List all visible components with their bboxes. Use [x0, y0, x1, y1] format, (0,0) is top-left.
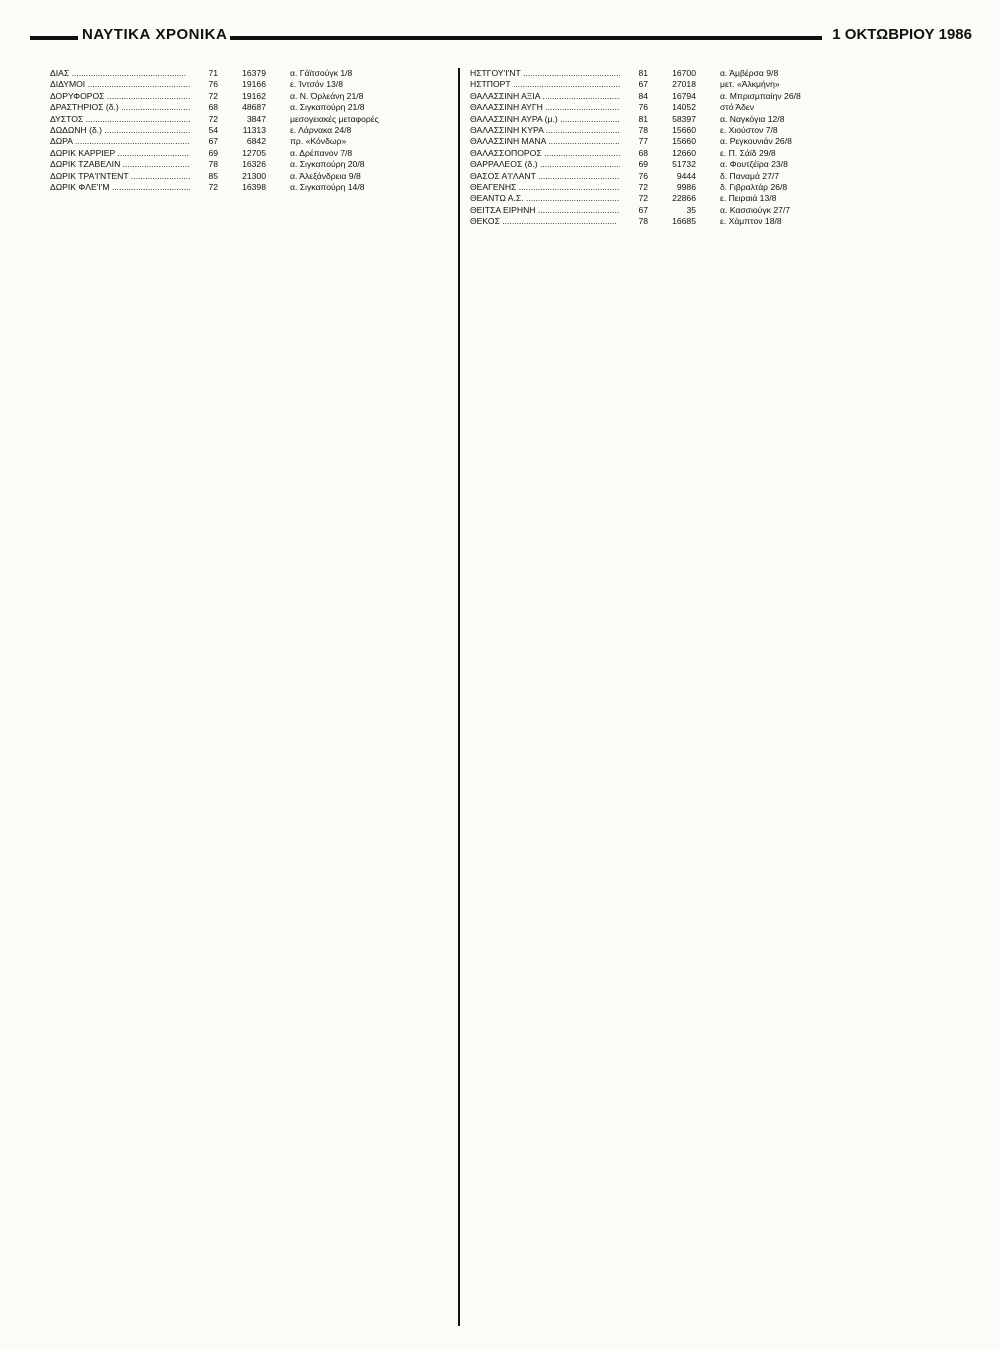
tonnage: 27018: [672, 79, 696, 90]
ship-row: [470, 102, 975, 113]
tonnage: 16379: [242, 68, 266, 78]
tonnage: 3847: [246, 113, 266, 124]
ship-name: ΔΩΡΙΚ ΚΑΡΡΙΕΡ .....: [50, 148, 190, 159]
ship-name: ΔΩΔΩΝΗ (δ.) .....: [50, 125, 190, 136]
ship-name: ΘΑΣΟΣ Α'Ι'ΛΑΝΤ .....: [470, 171, 620, 182]
location: α. Δρέπανον 7/8: [290, 147, 353, 158]
ship-row: [50, 125, 460, 136]
build-year: 72: [638, 193, 648, 204]
ship-row: [470, 216, 975, 227]
issue-date: 1 ΟΚΤΩΒΡΙΟΥ 1986: [832, 26, 972, 43]
build-year: 72: [208, 113, 218, 124]
ship-name: ΔΙΑΣ .....: [50, 68, 190, 79]
location: α. Άλεξάνδρεια 9/8: [290, 170, 361, 181]
ship-row: [470, 125, 975, 136]
tonnage: 9444: [676, 170, 696, 181]
location: πρ. «Κόνδωρ»: [290, 136, 347, 147]
location: στό Άδεν: [720, 102, 755, 113]
masthead-rule-left: [30, 36, 78, 40]
location: α. Φουτζέϊρα 23/8: [720, 159, 788, 170]
ship-name: ΔΙΔΥΜΟΙ .....: [50, 79, 190, 90]
location: ε. Πειραιά 13/8: [720, 193, 777, 204]
build-year: 72: [208, 90, 218, 101]
ship-name: ΘΑΛΑΣΣΙΝΗ ΚΥΡΑ .....: [470, 125, 620, 136]
ship-name: ΗΣΤΠΟΡΤ .....: [470, 79, 620, 90]
ship-name: ΘΑΛΑΣΣΙΝΗ ΑΥΡΑ (μ.) .....: [470, 114, 620, 125]
build-year: 85: [208, 170, 218, 181]
ship-row: [470, 148, 975, 159]
location: α. Σιγκαπούρη 14/8: [290, 181, 365, 192]
ship-row: [50, 102, 460, 113]
location: α. Ναγκόγια 12/8: [720, 113, 785, 124]
build-year: 67: [638, 79, 648, 90]
ship-row: [50, 182, 460, 193]
location: α. Άμβέρσα 9/8: [720, 68, 779, 78]
build-year: 76: [638, 170, 648, 181]
ship-row: [470, 182, 975, 193]
tonnage: 16398: [242, 181, 266, 192]
ship-name: ΘΑΡΡΑΛΕΟΣ (δ.) .....: [470, 159, 620, 170]
build-year: 54: [208, 124, 218, 135]
ship-row: [470, 136, 975, 147]
location: α. Ρεγκουνιάν 26/8: [720, 136, 792, 147]
build-year: 78: [208, 159, 218, 170]
tonnage: 15660: [672, 136, 696, 147]
ship-name: ΔΟΡΥΦΟΡΟΣ .....: [50, 91, 190, 102]
location: ε. Π. Σάϊδ 29/8: [720, 147, 776, 158]
build-year: 81: [638, 68, 648, 78]
right-column: [470, 68, 975, 257]
tonnage: 48687: [242, 102, 266, 113]
location: μεσογειακές μεταφορές: [290, 113, 379, 124]
ship-name: ΔΩΡΙΚ ΤΡΑ'Ι'ΝΤΕΝΤ .....: [50, 171, 190, 182]
ship-row: [50, 159, 460, 170]
tonnage: 19162: [242, 90, 266, 101]
ship-group: [50, 68, 460, 193]
location: α. Σιγκαπούρη 21/8: [290, 102, 365, 113]
build-year: 84: [638, 90, 648, 101]
build-year: 68: [638, 147, 648, 158]
tonnage: 14052: [672, 102, 696, 113]
ship-group: [470, 68, 975, 227]
location: α. Σιγκαπούρη 20/8: [290, 159, 365, 170]
ship-name: ΘΑΛΑΣΣΙΝΗ ΜΑΝΑ .....: [470, 136, 620, 147]
build-year: 69: [638, 159, 648, 170]
tonnage: 16700: [672, 68, 696, 78]
masthead: [30, 26, 972, 48]
location: ε. Λάρνακα 24/8: [290, 124, 352, 135]
tonnage: 22866: [672, 193, 696, 204]
ship-row: [470, 193, 975, 204]
ship-row: [50, 114, 460, 125]
tonnage: 12660: [672, 147, 696, 158]
location: ε. Χάμπτον 18/8: [720, 216, 782, 227]
build-year: 78: [638, 216, 648, 227]
build-year: 69: [208, 147, 218, 158]
tonnage: 16685: [672, 216, 696, 227]
location: δ. Παναμά 27/7: [720, 170, 780, 181]
location: δ. Γιβραλτάρ 26/8: [720, 181, 788, 192]
location: ε. Χιούστον 7/8: [720, 124, 778, 135]
ship-row: [470, 159, 975, 170]
ship-name: ΘΑΛΑΣΣΙΝΗ ΑΥΓΗ .....: [470, 102, 620, 113]
ship-row: [470, 205, 975, 216]
location: ε. Ίντσόν 13/8: [290, 79, 343, 90]
tonnage: 21300: [242, 170, 266, 181]
ship-name: ΔΩΡΑ .....: [50, 136, 190, 147]
tonnage: 16326: [242, 159, 266, 170]
ship-row: [470, 171, 975, 182]
ship-name: ΘΕΑΝΤΩ Α.Σ. .....: [470, 193, 620, 204]
ship-row: [50, 136, 460, 147]
ship-row: [50, 171, 460, 182]
ship-row: [50, 79, 460, 90]
tonnage: 9986: [676, 181, 696, 192]
ship-row: [470, 114, 975, 125]
build-year: 72: [638, 181, 648, 192]
build-year: 76: [208, 79, 218, 90]
build-year: 77: [638, 136, 648, 147]
ship-name: ΔΩΡΙΚ ΤΖΑΒΕΛΙΝ .....: [50, 159, 190, 170]
build-year: 76: [638, 102, 648, 113]
ship-name: ΘΕΙΤΣΑ ΕΙΡΗΝΗ .....: [470, 205, 620, 216]
ship-row: [470, 79, 975, 90]
location: α. Γάϊτσούγκ 1/8: [290, 68, 353, 78]
ship-name: ΘΕΚΟΣ .....: [470, 216, 620, 227]
location: μετ. «Άλκμήνη»: [720, 79, 780, 90]
publication-title: ΝΑΥΤΙΚΑ ΧΡΟΝΙΚΑ: [82, 26, 228, 43]
ship-row: [470, 91, 975, 102]
tonnage: 19166: [242, 79, 266, 90]
ship-name: ΔΡΑΣΤΗΡΙΟΣ (δ.) .....: [50, 102, 190, 113]
ship-name: ΘΑΛΑΣΣΟΠΟΡΟΣ .....: [470, 148, 620, 159]
tonnage: 35: [686, 204, 696, 215]
ship-row: [50, 68, 460, 79]
ship-name: ΘΕΑΓΕΝΗΣ .....: [470, 182, 620, 193]
build-year: 67: [638, 204, 648, 215]
build-year: 72: [208, 181, 218, 192]
tonnage: 15660: [672, 124, 696, 135]
build-year: 68: [208, 102, 218, 113]
left-column: [50, 68, 460, 223]
ship-row: [50, 148, 460, 159]
location: α. Ν. Όρλεάνη 21/8: [290, 90, 364, 101]
ship-name: ΗΣΤΓΟΥ'Ι'ΝΤ .....: [470, 68, 620, 79]
build-year: 67: [208, 136, 218, 147]
tonnage: 12705: [242, 147, 266, 158]
location: α. Κασσιούγκ 27/7: [720, 204, 791, 215]
tonnage: 58397: [672, 113, 696, 124]
build-year: 81: [638, 113, 648, 124]
build-year: 78: [638, 124, 648, 135]
tonnage: 6842: [246, 136, 266, 147]
masthead-rule-center: [230, 36, 822, 40]
tonnage: 16794: [672, 90, 696, 101]
ship-row: [50, 91, 460, 102]
ship-name: ΔΩΡΙΚ ΦΛΕ'Ι'Μ .....: [50, 182, 190, 193]
ship-name: ΔΥΣΤΟΣ .....: [50, 114, 190, 125]
build-year: 71: [208, 68, 218, 78]
ship-row: [470, 68, 975, 79]
ship-name: ΘΑΛΑΣΣΙΝΗ ΑΞΙΑ .....: [470, 91, 620, 102]
tonnage: 11313: [242, 124, 266, 135]
tonnage: 51732: [672, 159, 696, 170]
column-divider: [458, 68, 460, 1326]
location: α. Μπρισμπαίην 26/8: [720, 90, 801, 101]
